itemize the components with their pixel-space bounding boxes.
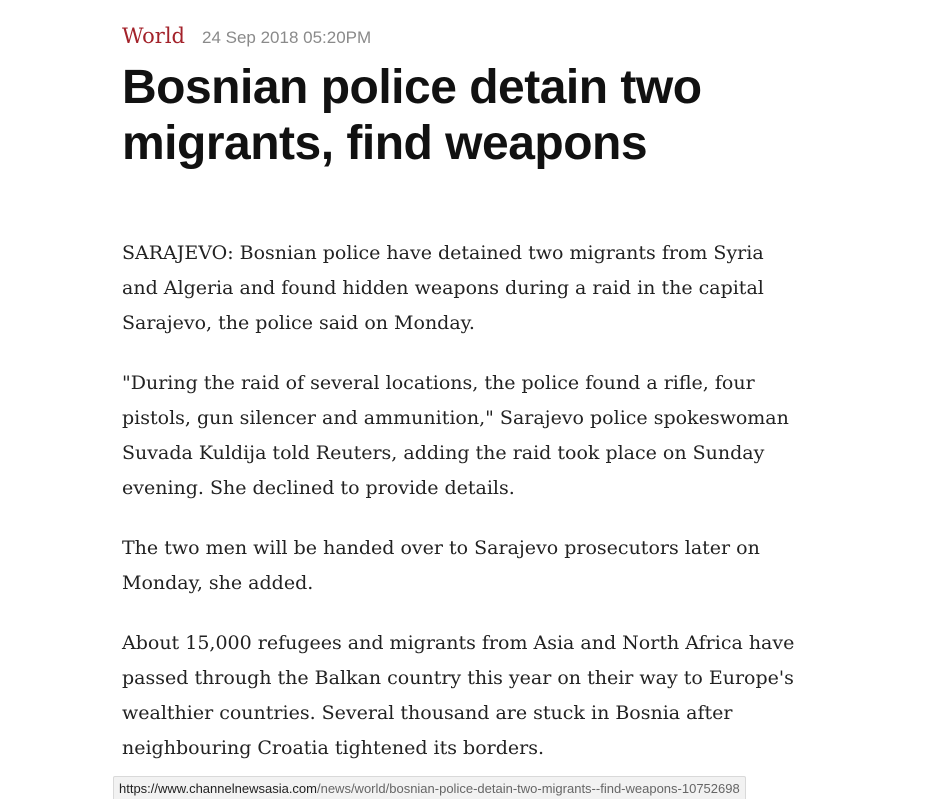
publish-timestamp: 24 Sep 2018 05:20PM <box>202 28 372 47</box>
article-paragraph: About 15,000 refugees and migrants from Asia and North Africa have passed through the Balkan country this year on their way to Europe's wealthier countries. Several thousand are stuck in Bosnia after neighbouring Croatia tightened its borders. <box>122 632 795 759</box>
article-meta <box>122 24 371 54</box>
category-link[interactable]: World <box>122 24 185 48</box>
article-headline: Bosnian police detain two migrants, find weapons <box>122 61 702 170</box>
article-paragraph: SARAJEVO: Bosnian police have detained two migrants from Syria and Algeria and found hidden weapons during a raid in the capital Sarajevo, the police said on Monday. <box>122 242 764 334</box>
browser-status-bar <box>113 776 746 799</box>
status-url-host: https://www.channelnewsasia.com <box>119 780 317 796</box>
article-paragraph: The two men will be handed over to Sarajevo prosecutors later on Monday, she added. <box>122 537 760 594</box>
article-paragraph: "During the raid of several locations, the police found a rifle, four pistols, gun silencer and ammunition," Sarajevo police spokeswoman Suvada Kuldija told Reuters, adding the raid took place on Sunday evening. She declined to provide details. <box>122 372 789 499</box>
status-url-path: /news/world/bosnian-police-detain-two-migrants--find-weapons-10752698 <box>316 780 740 796</box>
article-body <box>122 236 802 791</box>
